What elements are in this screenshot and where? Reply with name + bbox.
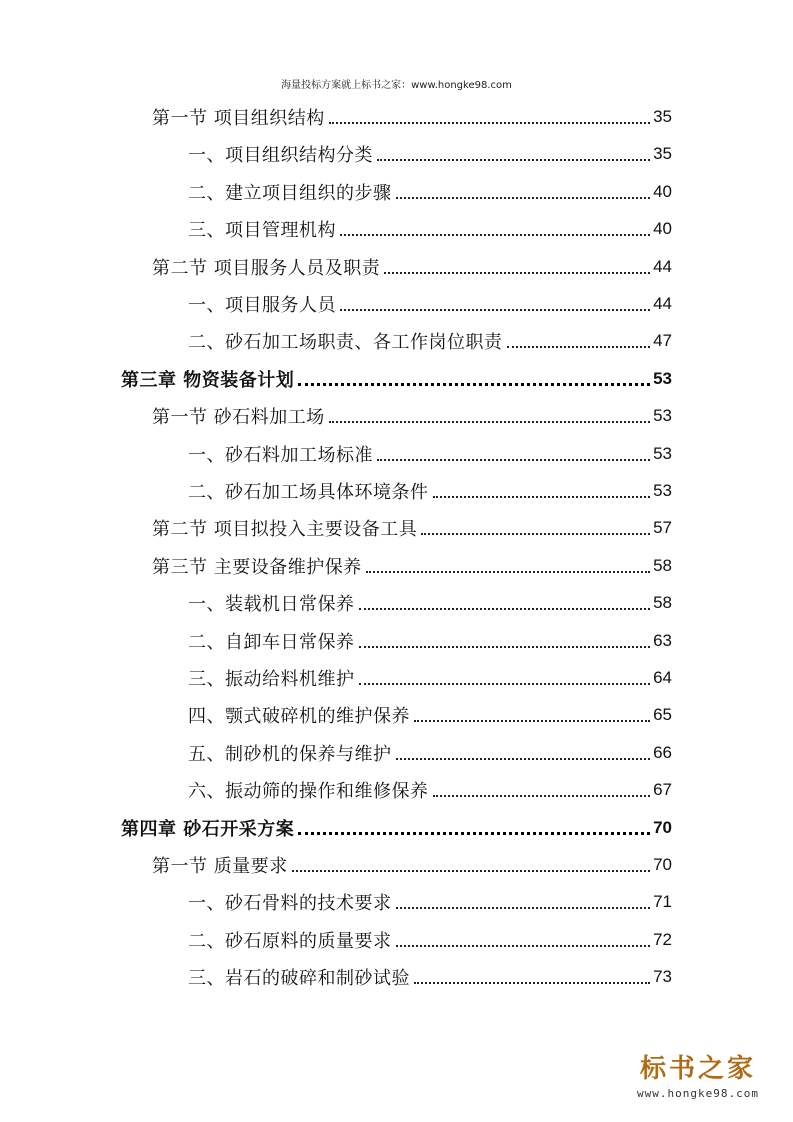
toc-entry-page: 72 <box>653 929 672 949</box>
toc-entry-label: 一、砂石骨料的技术要求 <box>188 893 392 915</box>
toc-dot-leader <box>433 495 651 498</box>
toc-entry-label: 一、装载机日常保养 <box>188 594 355 616</box>
toc-entry-page: 35 <box>653 144 672 164</box>
toc-entry-label: 第一节 砂石料加工场 <box>152 407 325 429</box>
toc-entry-section[interactable] <box>152 551 672 581</box>
toc-dot-leader <box>359 682 651 685</box>
toc-entry-page: 40 <box>653 219 672 239</box>
toc-entry-label: 五、制砂机的保养与维护 <box>188 743 392 765</box>
toc-entry-chapter[interactable] <box>121 813 672 843</box>
toc-entry-label: 第三章 物资装备计划 <box>121 369 295 391</box>
toc-dot-leader <box>384 271 650 274</box>
toc-entry-label: 第一节 项目组织结构 <box>152 108 325 129</box>
toc-entry-page: 67 <box>653 780 672 800</box>
toc-entry-page: 66 <box>653 742 672 762</box>
toc-entry-page: 58 <box>653 555 672 575</box>
toc-dot-leader <box>421 532 650 535</box>
toc-entry-label: 六、振动筛的操作和维修保养 <box>188 781 429 803</box>
toc-dot-leader <box>377 158 650 161</box>
toc-entry-item[interactable] <box>188 738 672 768</box>
toc-entry-section[interactable] <box>152 513 672 543</box>
toc-dot-leader <box>340 308 650 311</box>
toc-dot-leader <box>298 831 650 835</box>
toc-entry-page: 57 <box>653 518 672 538</box>
toc-dot-leader <box>329 121 650 124</box>
toc-entry-item[interactable] <box>188 887 672 917</box>
toc-entry-page: 71 <box>653 892 672 912</box>
toc-entry-label: 二、自卸车日常保养 <box>188 631 355 653</box>
toc-entry-page: 53 <box>653 481 672 500</box>
toc-dot-leader <box>414 719 650 722</box>
toc-entry-label: 二、砂石原料的质量要求 <box>188 930 392 952</box>
toc-dot-leader <box>298 382 650 386</box>
toc-entry-page: 64 <box>653 668 672 687</box>
toc-entry-item[interactable] <box>188 214 672 244</box>
toc-entry-label: 第一节 质量要求 <box>152 856 288 877</box>
toc-dot-leader <box>507 345 651 348</box>
toc-entry-label: 四、颚式破碎机的维护保养 <box>188 706 410 728</box>
toc-entry-item[interactable] <box>188 626 672 656</box>
page-header: 海量投标方案就上标书之家：www.hongke98.com <box>281 80 512 91</box>
toc-entry-section[interactable] <box>152 850 672 880</box>
toc-entry-page: 44 <box>653 256 672 276</box>
toc-entry-label: 一、项目服务人员 <box>188 295 336 316</box>
toc-dot-leader <box>414 981 650 984</box>
toc-entry-section[interactable] <box>152 401 672 431</box>
toc-entry-label: 二、建立项目组织的步骤 <box>188 182 392 204</box>
toc-entry-page: 70 <box>653 817 672 837</box>
toc-dot-leader <box>340 233 650 236</box>
logo-url: www.hongke98.com <box>637 1087 759 1100</box>
logo-mark: 标书之家 <box>639 1054 756 1084</box>
toc-dot-leader <box>396 757 651 760</box>
toc-entry-section[interactable] <box>152 252 672 282</box>
toc-entry-item[interactable] <box>188 439 672 469</box>
toc-entry-label: 一、项目组织结构分类 <box>188 145 373 167</box>
toc-entry-label: 三、振动给料机维护 <box>188 669 355 690</box>
toc-entry-item[interactable] <box>188 775 672 805</box>
toc-dot-leader <box>396 196 651 199</box>
toc-dot-leader <box>366 570 650 573</box>
toc-entry-chapter[interactable] <box>121 364 672 394</box>
toc-entry-label: 第三节 主要设备维护保养 <box>152 556 362 578</box>
toc-entry-page: 58 <box>653 593 672 613</box>
toc-entry-label: 三、项目管理机构 <box>188 220 336 242</box>
toc-entry-page: 73 <box>653 967 672 987</box>
toc-entry-label: 第二节 项目服务人员及职责 <box>152 257 381 279</box>
toc-dot-leader <box>359 607 651 610</box>
toc-entry-item[interactable] <box>188 925 672 955</box>
toc-entry-item[interactable] <box>188 663 672 693</box>
toc-dot-leader <box>292 869 650 872</box>
toc-dot-leader <box>359 645 651 648</box>
toc-entry-item[interactable] <box>188 139 672 169</box>
toc-dot-leader <box>396 906 651 909</box>
toc-entry-page: 35 <box>653 107 672 126</box>
toc-entry-page: 53 <box>653 368 672 388</box>
toc-entry-page: 47 <box>653 331 672 351</box>
toc-dot-leader <box>433 794 651 797</box>
toc-entry-item[interactable] <box>188 289 672 319</box>
watermark-logo <box>623 1048 773 1100</box>
toc-entry-page: 53 <box>653 406 672 426</box>
toc-dot-leader <box>377 458 650 461</box>
toc-entry-page: 44 <box>653 294 672 313</box>
toc-entry-label: 一、砂石料加工场标准 <box>188 444 373 466</box>
toc-dot-leader <box>329 420 650 423</box>
toc-entry-label: 二、砂石加工场具体环境条件 <box>188 482 429 503</box>
toc-entry-page: 70 <box>653 855 672 874</box>
toc-entry-section[interactable] <box>152 102 672 132</box>
toc-entry-page: 65 <box>653 705 672 725</box>
toc-entry-page: 53 <box>653 443 672 463</box>
toc-entry-label: 第二节 项目拟投入主要设备工具 <box>152 519 418 541</box>
toc-entry-item[interactable] <box>188 588 672 618</box>
toc-dot-leader <box>396 944 651 947</box>
toc-entry-item[interactable] <box>188 962 672 992</box>
toc-entry-item[interactable] <box>188 700 672 730</box>
toc-entry-label: 三、岩石的破碎和制砂试验 <box>188 968 410 990</box>
toc-entry-page: 40 <box>653 181 672 201</box>
toc-entry-label: 二、砂石加工场职责、各工作岗位职责 <box>188 332 503 354</box>
toc-entry-item[interactable] <box>188 177 672 207</box>
toc-entry-label: 第四章 砂石开采方案 <box>121 818 295 840</box>
toc-entry-item[interactable] <box>188 476 672 506</box>
toc-entry-item[interactable] <box>188 326 672 356</box>
toc-entry-page: 63 <box>653 630 672 650</box>
